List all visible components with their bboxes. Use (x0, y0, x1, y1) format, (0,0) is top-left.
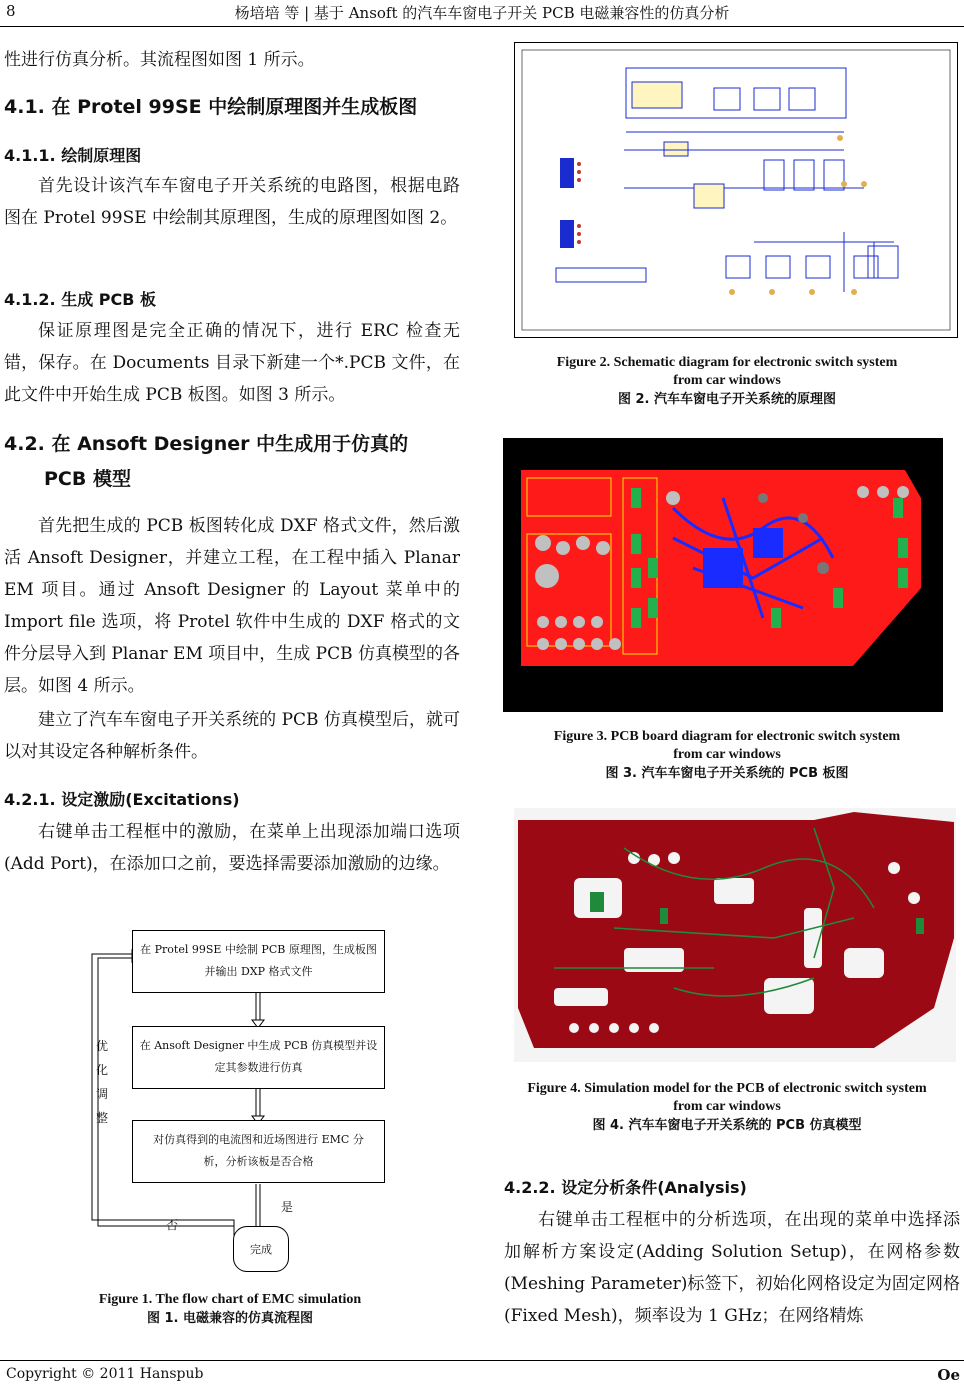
figure-4-caption-en-2: from car windows (673, 1099, 781, 1114)
figure-2-caption-en-2: from car windows (673, 373, 781, 388)
section-4-2-2-text: 右键单击工程框中的分析选项，在出现的菜单中选择添加解析方案设定(Adding Solution Setup)，在网格参数(Meshing Parameter)标签下，初始化网格设定为固定网格(Fixed Mesh)，频率设为 1 GHz；在网络精炼 (504, 1210, 960, 1326)
intro-text: 性进行仿真分析。其流程图如图 1 所示。 (4, 50, 315, 70)
running-title: 杨培培 等 | 基于 Ansoft 的汽车车窗电子开关 PCB 电磁兼容性的仿真分析 (234, 4, 730, 22)
figure-2-schematic (514, 42, 958, 338)
section-4-2-text-a: 首先把生成的 PCB 板图转化成 DXF 格式文件，然后激活 Ansoft Designer，并建立工程，在工程中插入 Planar EM 项目。通过 Ansoft Designer 的 Layout 菜单中的 Import file 选项，将 Protel 软件中生成的 DXF 格式的文件分层导入到 Planar EM 项目中，生成 PCB 仿真模型的各层。如图 4 所示。 (4, 516, 460, 696)
section-4-1-2-heading: 4.1.2. 生成 PCB 板 (4, 290, 157, 309)
section-4-2-1-text: 右键单击工程框中的激励，在菜单上出现添加端口选项(Add Port)，在添加口之前，要选择需要添加激励的边缘。 (4, 822, 460, 874)
flow-loop-outer (92, 954, 234, 1242)
figure-2-caption-en-1: Figure 2. Schematic diagram for electronic switch system (556, 355, 898, 370)
section-4-2-heading-line1: 4.2. 在 Ansoft Designer 中生成用于仿真的 (4, 433, 409, 455)
flow-step-2-line1: 在 Ansoft Designer 中生成 PCB 仿真模型并设 (139, 1039, 378, 1052)
figure-2-caption-cn: 图 2. 汽车车窗电子开关系统的原理图 (617, 392, 837, 407)
figure-3-caption-cn: 图 3. 汽车车窗电子开关系统的 PCB 板图 (605, 766, 849, 781)
flow-loop-label (96, 1034, 110, 1130)
figure-4-caption-en-1: Figure 4. Simulation model for the PCB of electronic switch system (527, 1081, 927, 1096)
figure-3-pcb (503, 438, 943, 712)
flow-no-label: 否 (166, 1218, 179, 1232)
footer-journal-mark: Oe (937, 1366, 960, 1384)
flow-end: 完成 (233, 1226, 289, 1272)
figure-3-caption-en-2: from car windows (673, 747, 781, 762)
flow-step-3 (132, 1120, 385, 1183)
flow-yes-label: 是 (281, 1200, 294, 1214)
footer-copyright: Copyright © 2011 Hanspub (6, 1366, 204, 1382)
page-number: 8 (6, 2, 16, 20)
flow-loop-char-3: 调 (96, 1087, 109, 1101)
flow-step-1 (132, 930, 385, 993)
figure-3-caption-en-1: Figure 3. PCB board diagram for electronic switch system (553, 729, 901, 744)
section-4-1-heading: 4.1. 在 Protel 99SE 中绘制原理图并生成板图 (4, 96, 418, 118)
flow-step-3-line2: 析，分析该板是否合格 (203, 1155, 314, 1168)
flow-loop-char-4: 整 (96, 1111, 109, 1125)
figure-4-caption-cn: 图 4. 汽车车窗电子开关系统的 PCB 仿真模型 (592, 1118, 862, 1133)
figure-1-caption-en: Figure 1. The flow chart of EMC simulation (98, 1292, 362, 1307)
figure-1-caption-cn: 图 1. 电磁兼容的仿真流程图 (146, 1311, 314, 1326)
flow-step-1-line2: 并输出 DXP 格式文件 (204, 965, 313, 978)
flow-loop-char-2: 化 (96, 1063, 109, 1077)
section-4-2-1-heading: 4.2.1. 设定激励(Excitations) (4, 790, 240, 809)
section-4-2-heading-line2: PCB 模型 (44, 468, 131, 490)
section-4-1-2-text: 保证原理图是完全正确的情况下，进行 ERC 检查无错，保存。在 Documents 目录下新建一个*.PCB 文件，在此文件中开始生成 PCB 板图。如图 3 所示。 (4, 321, 460, 405)
section-4-1-1-heading: 4.1.1. 绘制原理图 (4, 146, 142, 165)
figure-4-simulation-model (514, 808, 956, 1062)
flow-step-1-line1: 在 Protel 99SE 中绘制 PCB 原理图，生成板图 (140, 943, 377, 956)
header-rule (0, 26, 964, 27)
flow-step-2-line2: 定其参数进行仿真 (214, 1061, 303, 1074)
flow-step-2 (132, 1026, 385, 1089)
section-4-1-1-text: 首先设计该汽车车窗电子开关系统的电路图，根据电路图在 Protel 99SE 中绘制其原理图，生成的原理图如图 2。 (4, 176, 460, 228)
section-4-2-text-b: 建立了汽车车窗电子开关系统的 PCB 仿真模型后，就可以对其设定各种解析条件。 (4, 710, 460, 762)
flow-step-3-line1: 对仿真得到的电流图和近场图进行 EMC 分 (153, 1133, 364, 1146)
section-4-2-2-heading: 4.2.2. 设定分析条件(Analysis) (504, 1178, 747, 1197)
footer-rule (0, 1360, 964, 1361)
flow-loop-char-1: 优 (96, 1039, 109, 1053)
model-copper (518, 812, 954, 1048)
